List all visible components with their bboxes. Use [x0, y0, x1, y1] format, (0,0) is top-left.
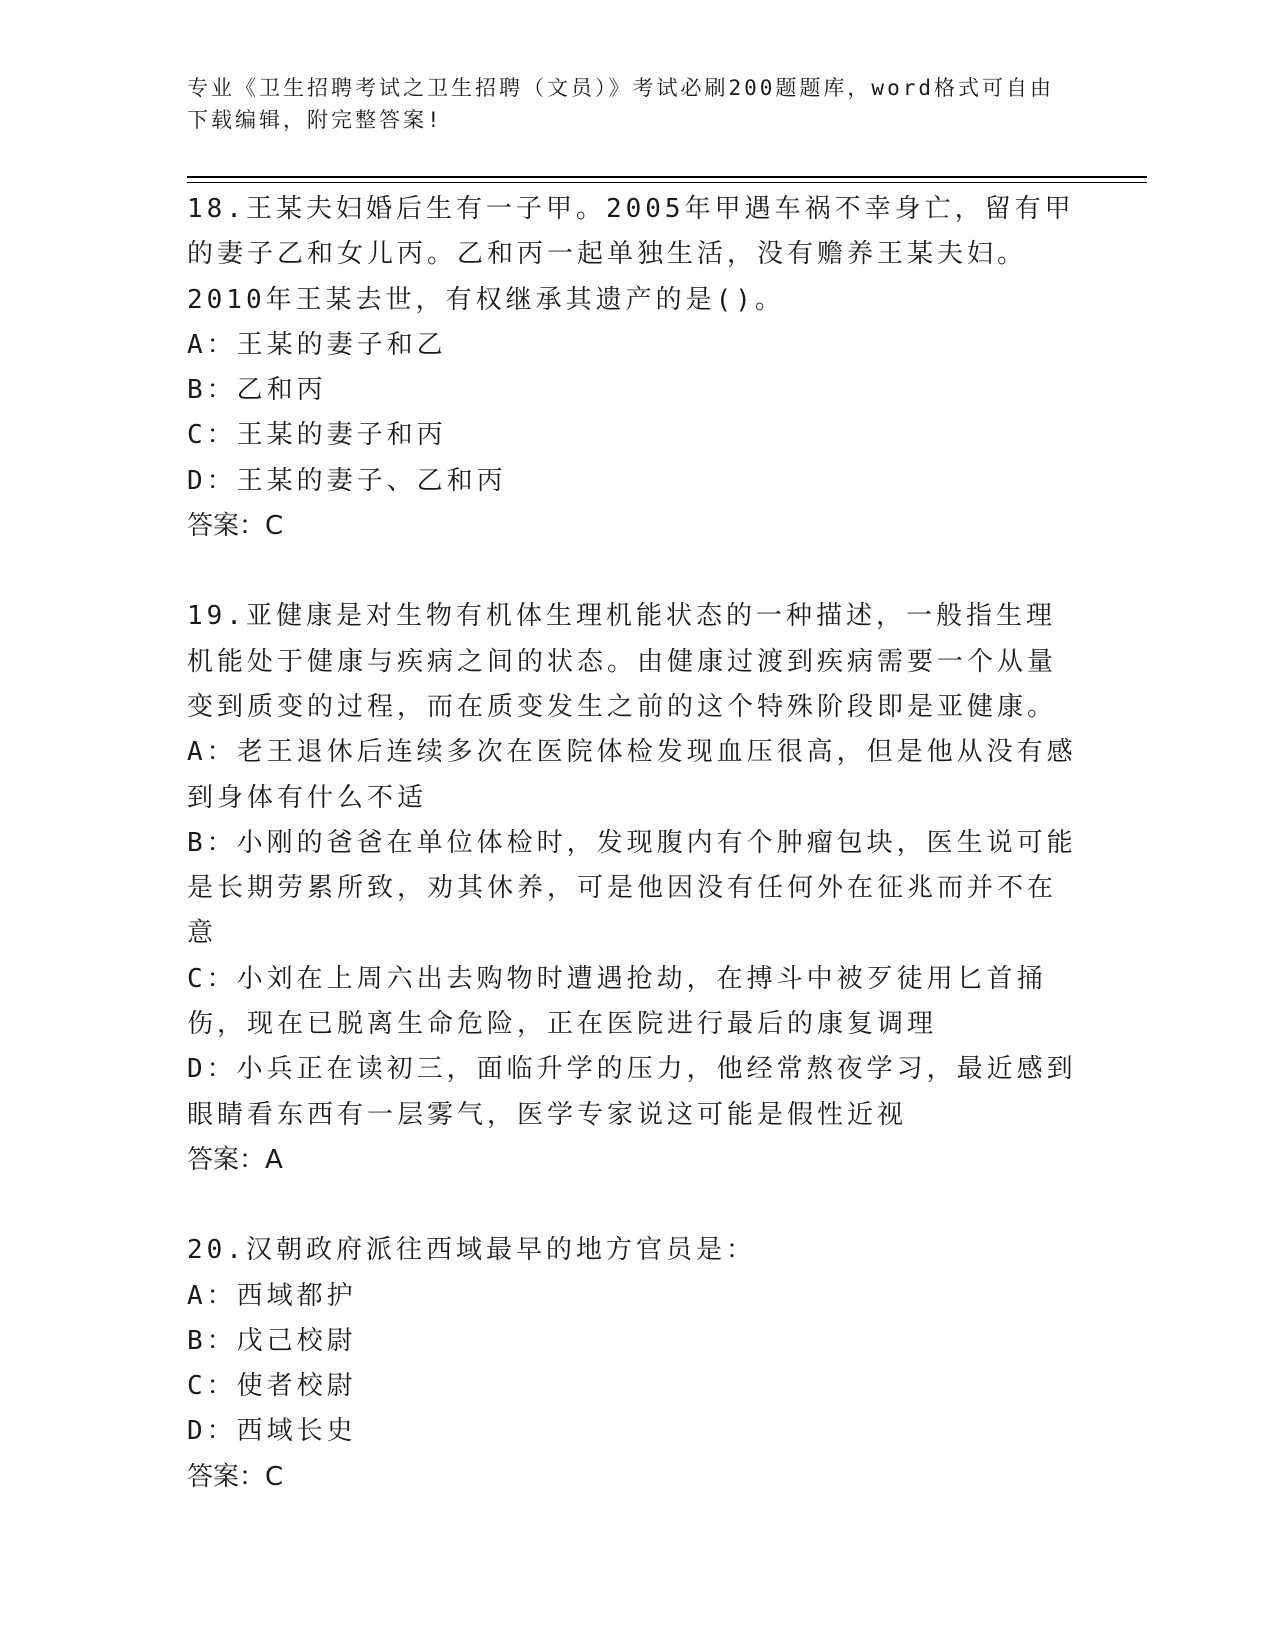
question-item-18: [187, 187, 1077, 549]
answer-line: 答案：A: [187, 1144, 283, 1175]
option-c: C：使者校尉: [187, 1371, 357, 1402]
option-c: C：王某的妻子和丙: [187, 420, 447, 451]
document-intro: 专业《卫生招聘考试之卫生招聘（文员）》考试必刷200题题库，word格式可自由下载编辑，附完整答案!: [187, 76, 1054, 132]
option-d: D：西域长史: [187, 1416, 357, 1447]
answer-line: 答案：C: [187, 1461, 284, 1492]
question-stem: 19.亚健康是对生物有机体生理机能状态的一种描述，一般指生理机能处于健康与疾病之间的状态。由健康过渡到疾病需要一个从量变到质变的过程，而在质变发生之前的这个特殊阶段即是亚健康。: [187, 601, 1058, 722]
question-spacer: [187, 549, 1077, 594]
option-b: B：乙和丙: [187, 375, 327, 406]
answer-line: 答案：C: [187, 511, 284, 542]
question-item-20: [187, 1228, 1077, 1500]
option-b: B：小刚的爸爸在单位体检时，发现腹内有个肿瘤包块，医生说可能是长期劳累所致，劝其休养，可是他因没有任何外在征兆而并不在意: [187, 827, 1077, 949]
question-stem: 20.汉朝政府派往西域最早的地方官员是：: [187, 1235, 756, 1266]
option-b: B：戊己校尉: [187, 1325, 357, 1356]
header-divider-thin: [187, 182, 1147, 183]
option-a: A：王某的妻子和乙: [187, 329, 447, 360]
option-d: D：小兵正在读初三，面临升学的压力，他经常熬夜学习，最近感到眼睛看东西有一层雾气，医学专家说这可能是假性近视: [187, 1054, 1077, 1130]
option-a: A：老王退休后连续多次在医院体检发现血压很高，但是他从没有感到身体有什么不适: [187, 737, 1077, 813]
option-d: D：王某的妻子、乙和丙: [187, 465, 507, 496]
question-stem: 18.王某夫妇婚后生有一子甲。2005年甲遇车祸不幸身亡，留有甲的妻子乙和女儿丙。乙和丙一起单独生活，没有赡养王某夫妇。2010年王某去世，有权继承其遗产的是()。: [187, 194, 1075, 315]
header-divider: [187, 176, 1147, 178]
option-c: C：小刘在上周六出去购物时遭遇抢劫，在搏斗中被歹徒用匕首捅伤，现在已脱离生命危险，正在医院进行最后的康复调理: [187, 963, 1047, 1040]
option-a: A：西域都护: [187, 1280, 357, 1311]
question-item-19: [187, 594, 1077, 1183]
question-list: [187, 187, 1077, 1500]
question-spacer: [187, 1183, 1077, 1228]
